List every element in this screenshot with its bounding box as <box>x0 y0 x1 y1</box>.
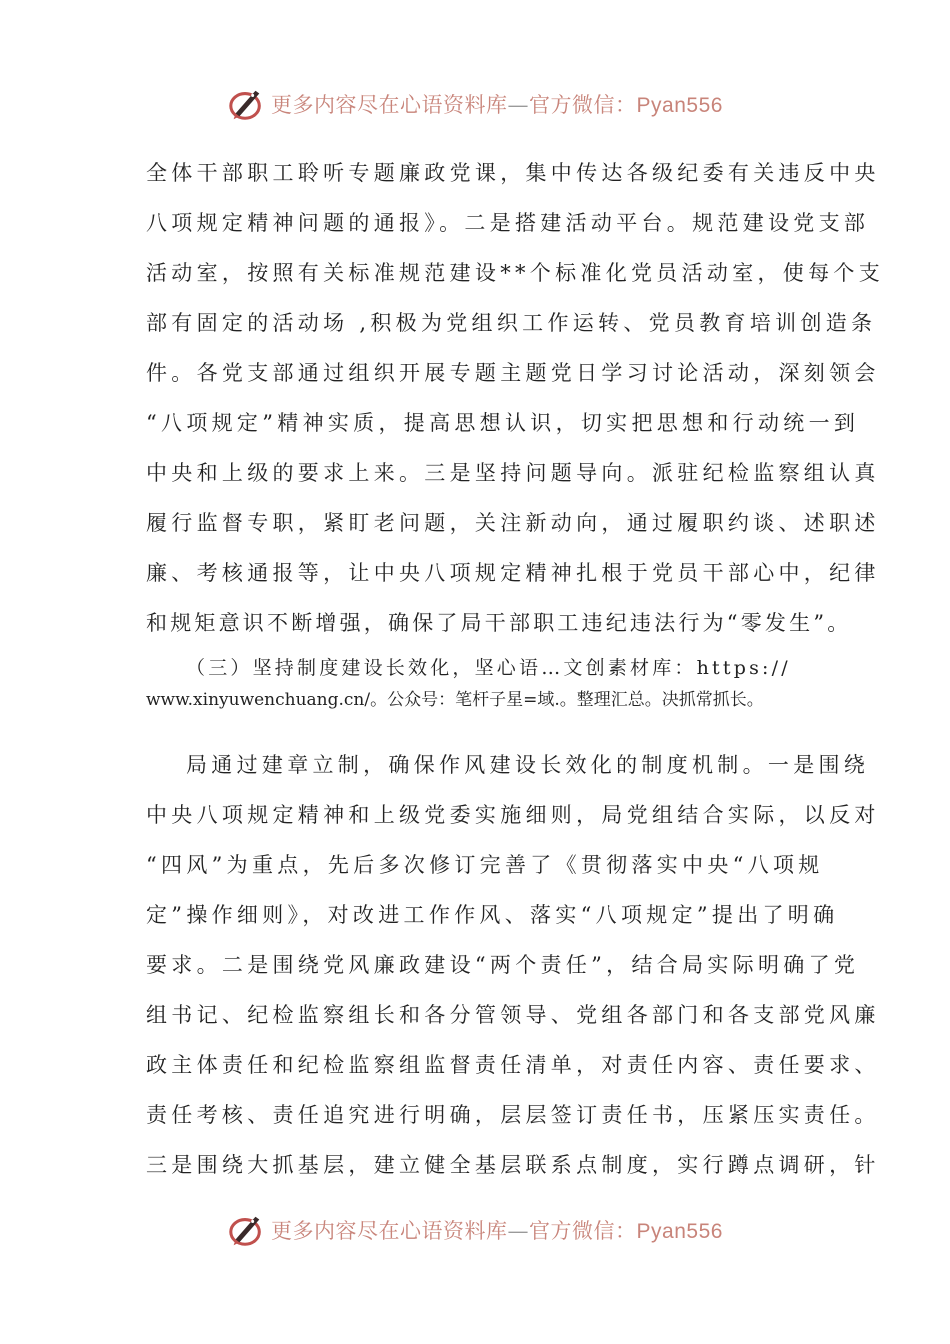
section-heading-line-2: www.xinyuwenchuang.cn/。公众号：笔杆子星=域.。整理汇总。决抓常抓长。 <box>146 690 764 710</box>
text-line: 和规矩意识不断增强，确保了局干部职工违纪违法行为“零发生”。 <box>146 611 852 635</box>
banner-separator: — <box>507 93 530 117</box>
footer-watermark-banner <box>0 1208 950 1252</box>
text-line: 三是围绕大抓基层，建立健全基层联系点制度，实行蹲点调研，针 <box>146 1153 880 1177</box>
spacer <box>146 716 808 740</box>
text-line: 责任考核、责任追究进行明确，层层签订责任书，压紧压实责任。 <box>146 1103 880 1127</box>
text-line: 要求。二是围绕党风廉政建设“两个责任”，结合局实际明确了党 <box>146 953 860 977</box>
text-line: 中央八项规定精神和上级党委实施细则，局党组结合实际，以反对 <box>146 803 880 827</box>
banner-wx-id: Pyan556 <box>636 1220 723 1243</box>
document-body <box>146 148 884 1190</box>
text-line: 中央和上级的要求上来。三是坚持问题导向。派驻纪检监察组认真 <box>146 461 880 485</box>
pen-nib-logo-icon <box>227 85 265 123</box>
text-line: 政主体责任和纪检监察组监督责任清单，对责任内容、责任要求、 <box>146 1053 880 1077</box>
banner-wx-label: 官方微信： <box>529 93 637 117</box>
text-line: 廉、考核通报等，让中央八项规定精神扎根于党员干部心中，纪律 <box>146 561 880 585</box>
text-line: 履行监督专职，紧盯老问题，关注新动向，通过履职约谈、述职述 <box>146 511 880 535</box>
pen-nib-logo-icon <box>227 1211 265 1249</box>
text-line: 组书记、纪检监察组长和各分管领导、党组各部门和各支部党风廉 <box>146 1003 880 1027</box>
text-line: 全体干部职工聆听专题廉政党课，集中传达各级纪委有关违反中央 <box>146 161 880 185</box>
banner-text <box>271 89 723 119</box>
text-line: “八项规定”精神实质，提高思想认识，切实把思想和行动统一到 <box>146 411 860 435</box>
banner-separator: — <box>507 1219 530 1243</box>
banner-wx-label: 官方微信： <box>529 1219 637 1243</box>
text-line: 局通过建章立制，确保作风建设长效化的制度机制。一是围绕 <box>186 753 870 777</box>
text-line: 部有固定的活动场 ,积极为党组织工作运转、党员教育培训创造条 <box>146 311 877 335</box>
paragraph-1 <box>146 148 884 648</box>
text-line: 件。各党支部通过组织开展专题主题党日学习讨论活动，深刻领会 <box>146 361 880 385</box>
section-heading <box>146 652 808 716</box>
banner-text <box>271 1215 723 1245</box>
banner-main-text: 更多内容尽在心语资料库 <box>271 93 508 117</box>
text-line: 活动室，按照有关标准规范建设**个标准化党员活动室，使每个支 <box>146 261 884 285</box>
text-line: “四风”为重点，先后多次修订完善了《贯彻落实中央“八项规 <box>146 853 824 877</box>
paragraph-2 <box>146 740 880 1190</box>
text-line: 定”操作细则》，对改进工作作风、落实“八项规定”提出了明确 <box>146 903 839 927</box>
banner-main-text: 更多内容尽在心语资料库 <box>271 1219 508 1243</box>
text-line: 八项规定精神问题的通报》。二是搭建活动平台。规范建设党支部 <box>146 211 870 235</box>
section-heading-line-1: （三）坚持制度建设长效化，坚心语…文创素材库：https:// <box>186 657 791 679</box>
banner-wx-id: Pyan556 <box>636 94 723 117</box>
header-watermark-banner <box>0 82 950 126</box>
